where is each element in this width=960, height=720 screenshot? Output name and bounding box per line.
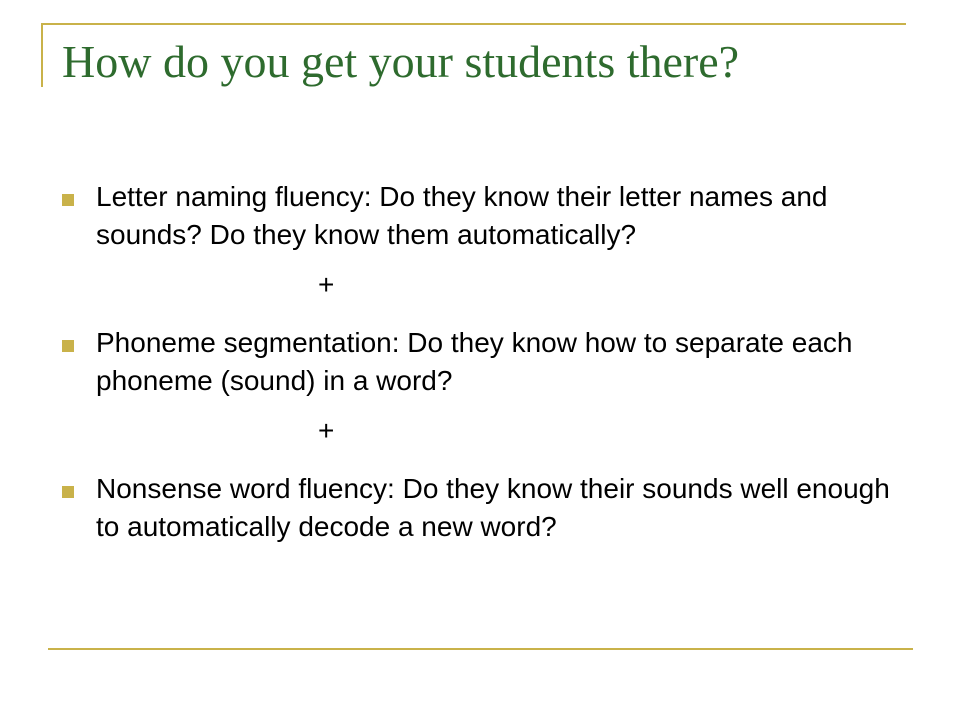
bullet-item-nonsense-word xyxy=(62,470,892,546)
bullet-item-letter-naming xyxy=(62,178,856,254)
plus-connector: + xyxy=(318,269,335,300)
slide-title: How do you get your students there? xyxy=(62,36,740,87)
bullet-text: Nonsense word fluency: Do they know their sounds well enough to automatically decode a new word? xyxy=(96,473,890,542)
bullet-list xyxy=(62,178,892,546)
bullet-item-phoneme-segmentation xyxy=(62,324,892,400)
left-divider xyxy=(41,23,43,87)
bullet-text: Phoneme segmentation: Do they know how to separate each phoneme (sound) in a word? xyxy=(96,327,853,396)
square-bullet-icon xyxy=(62,194,74,206)
bullet-text: Letter naming fluency: Do they know their letter names and sounds? Do they know them automatically? xyxy=(96,181,828,250)
square-bullet-icon xyxy=(62,340,74,352)
top-divider xyxy=(41,23,906,25)
square-bullet-icon xyxy=(62,486,74,498)
plus-connector: + xyxy=(318,415,335,446)
bottom-divider xyxy=(48,648,913,650)
